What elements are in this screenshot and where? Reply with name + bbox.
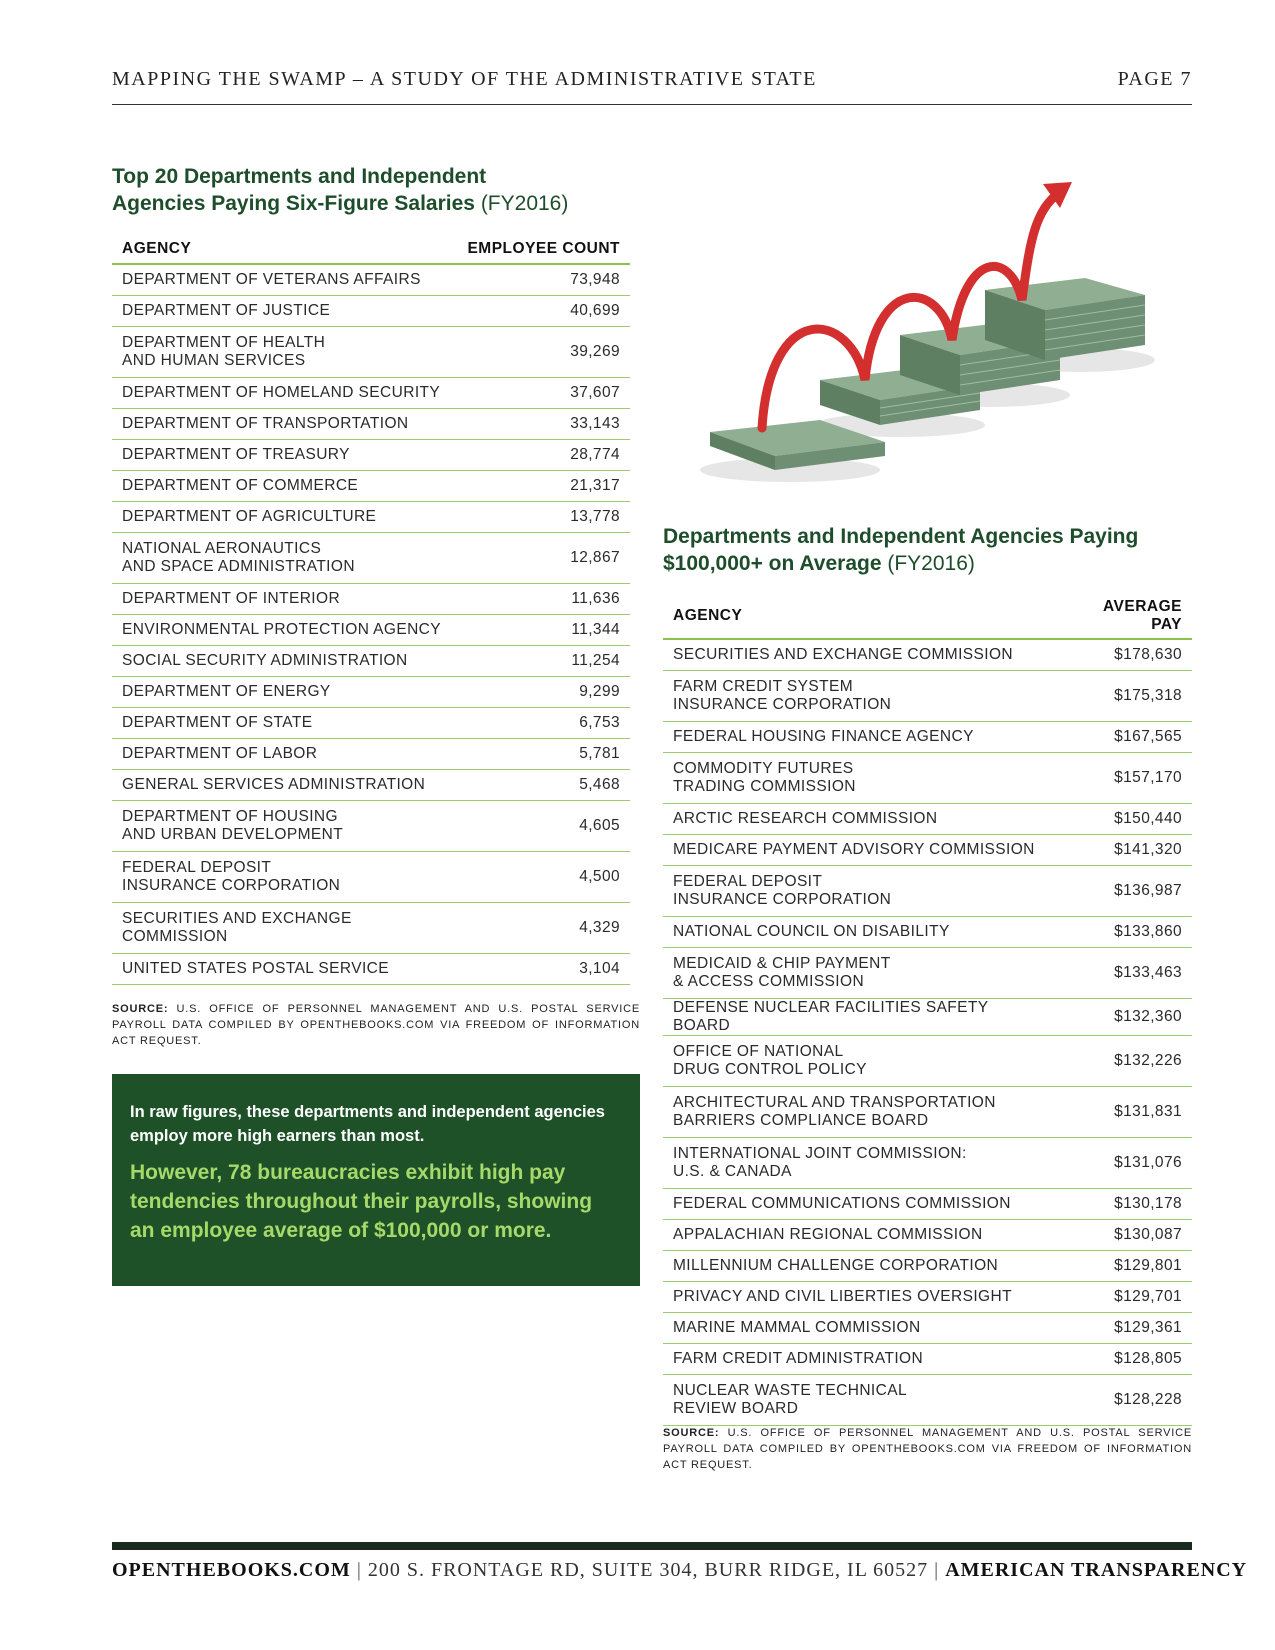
- left-source-text: U.S. OFFICE OF PERSONNEL MANAGEMENT AND U.S. POSTAL SERVICE PAYROLL DATA COMPILED BY OPENTHEBOOKS.COM VIA FREEDOM OF INFORMATION ACT REQUEST.: [112, 1003, 640, 1047]
- money-stack-4: [985, 278, 1145, 360]
- table-row: [663, 753, 1192, 804]
- footer-address: 200 S. FRONTAGE RD, SUITE 304, BURR RIDGE, IL 60527: [367, 1559, 929, 1581]
- agency-name-line: FEDERAL DEPOSIT: [673, 873, 823, 890]
- left-source-note: [112, 1001, 640, 1049]
- table-row: [112, 646, 630, 677]
- agency-cell: [663, 671, 1058, 722]
- employee-count-table: [112, 233, 630, 985]
- agency-cell: [112, 502, 455, 533]
- average-pay-cell: $130,087: [1058, 1220, 1192, 1251]
- table-row: [112, 471, 630, 502]
- agency-cell: [112, 584, 455, 615]
- agency-name-line: FARM CREDIT SYSTEM: [673, 678, 854, 695]
- right-title-bold: Departments and Independent Agencies Paying $100,000+ on Average: [663, 525, 1139, 575]
- table-row: [112, 852, 630, 903]
- agency-name-line: DEFENSE NUCLEAR FACILITIES SAFETY BOARD: [673, 999, 989, 1034]
- agency-cell: [112, 471, 455, 502]
- employee-count-cell: 11,636: [455, 584, 630, 615]
- agency-name-line: DEPARTMENT OF HEALTH: [122, 334, 326, 351]
- agency-cell: [663, 1313, 1058, 1344]
- average-pay-cell: $128,228: [1058, 1375, 1192, 1426]
- average-pay-cell: $130,178: [1058, 1189, 1192, 1220]
- money-stacks-rising-arrow-icon: [700, 180, 1170, 500]
- agency-cell: [663, 1087, 1058, 1138]
- agency-name-line: GENERAL SERVICES ADMINISTRATION: [122, 776, 426, 793]
- col-employee-count-header: EMPLOYEE COUNT: [455, 233, 630, 264]
- table-row: [663, 866, 1192, 917]
- agency-name-line: ARCHITECTURAL AND TRANSPORTATION: [673, 1094, 996, 1111]
- agency-name-line: SECURITIES AND EXCHANGE COMMISSION: [673, 646, 1014, 663]
- agency-name-line: SOCIAL SECURITY ADMINISTRATION: [122, 652, 408, 669]
- agency-name-line: DEPARTMENT OF JUSTICE: [122, 302, 331, 319]
- agency-name-line: UNITED STATES POSTAL SERVICE: [122, 960, 390, 977]
- agency-name-line: APPALACHIAN REGIONAL COMMISSION: [673, 1226, 983, 1243]
- agency-cell: [112, 801, 455, 852]
- employee-count-cell: 73,948: [455, 264, 630, 296]
- agency-name-line: DEPARTMENT OF ENERGY: [122, 683, 331, 700]
- right-source-text: U.S. OFFICE OF PERSONNEL MANAGEMENT AND U.S. POSTAL SERVICE PAYROLL DATA COMPILED BY OPENTHEBOOKS.COM VIA FREEDOM OF INFORMATION ACT REQUEST.: [663, 1427, 1192, 1471]
- agency-name-line: COMMODITY FUTURES: [673, 760, 854, 777]
- table-row: [112, 708, 630, 739]
- agency-cell: [112, 708, 455, 739]
- table-row: [663, 804, 1192, 835]
- agency-name-line: ARCTIC RESEARCH COMMISSION: [673, 810, 938, 827]
- left-title-bold: Top 20 Departments and Independent Agencies Paying Six-Figure Salaries: [112, 165, 487, 215]
- employee-count-cell: 21,317: [455, 471, 630, 502]
- agency-name-line: INSURANCE CORPORATION: [122, 877, 341, 894]
- agency-name-line: FEDERAL COMMUNICATIONS COMMISSION: [673, 1195, 1011, 1212]
- agency-cell: [112, 409, 455, 440]
- page-header: [112, 64, 1192, 105]
- employee-count-cell: 39,269: [455, 327, 630, 378]
- table-row: [112, 296, 630, 327]
- callout-emphasis: However, 78 bureaucracies exhibit high pay tendencies throughout their payrolls, showing an employee average of $100,000 or more.: [130, 1161, 593, 1242]
- footer-divider: [112, 1542, 1192, 1550]
- agency-name-line: DRUG CONTROL POLICY: [673, 1061, 867, 1078]
- agency-cell: [663, 999, 1058, 1036]
- agency-name-line: MILLENNIUM CHALLENGE CORPORATION: [673, 1257, 999, 1274]
- employee-count-cell: 5,781: [455, 739, 630, 770]
- agency-cell: [663, 753, 1058, 804]
- table-row: [663, 671, 1192, 722]
- table-row: [112, 533, 630, 584]
- agency-name-line: INTERNATIONAL JOINT COMMISSION:: [673, 1145, 967, 1162]
- employee-count-cell: 37,607: [455, 378, 630, 409]
- agency-cell: [663, 1189, 1058, 1220]
- average-pay-cell: $132,226: [1058, 1036, 1192, 1087]
- agency-name-line: REVIEW BOARD: [673, 1400, 799, 1417]
- average-pay-cell: $129,361: [1058, 1313, 1192, 1344]
- table-row: [112, 615, 630, 646]
- agency-cell: [112, 852, 455, 903]
- average-pay-cell: $131,831: [1058, 1087, 1192, 1138]
- agency-name-line: AND SPACE ADMINISTRATION: [122, 558, 355, 575]
- agency-cell: [112, 646, 455, 677]
- right-source-note: [663, 1425, 1192, 1473]
- agency-cell: [663, 917, 1058, 948]
- agency-name-line: MEDICARE PAYMENT ADVISORY COMMISSION: [673, 841, 1035, 858]
- employee-count-cell: 6,753: [455, 708, 630, 739]
- col-agency-header: AGENCY: [112, 233, 455, 264]
- average-pay-cell: $178,630: [1058, 639, 1192, 671]
- table-row: [663, 917, 1192, 948]
- agency-name-line: DEPARTMENT OF VETERANS AFFAIRS: [122, 271, 421, 288]
- agency-name-line: DEPARTMENT OF STATE: [122, 714, 313, 731]
- employee-count-cell: 12,867: [455, 533, 630, 584]
- table-row: [112, 801, 630, 852]
- agency-name-line: DEPARTMENT OF HOMELAND SECURITY: [122, 384, 441, 401]
- agency-cell: [112, 378, 455, 409]
- average-pay-cell: $131,076: [1058, 1138, 1192, 1189]
- table-row: [112, 440, 630, 471]
- agency-cell: [112, 533, 455, 584]
- agency-cell: [663, 804, 1058, 835]
- agency-name-line: FEDERAL DEPOSIT: [122, 859, 272, 876]
- employee-count-cell: 13,778: [455, 502, 630, 533]
- average-pay-cell: $129,701: [1058, 1282, 1192, 1313]
- agency-name-line: NATIONAL AERONAUTICS: [122, 540, 322, 557]
- employee-count-cell: 11,254: [455, 646, 630, 677]
- agency-cell: [663, 1251, 1058, 1282]
- agency-cell: [112, 327, 455, 378]
- employee-count-cell: 5,468: [455, 770, 630, 801]
- average-pay-cell: $128,805: [1058, 1344, 1192, 1375]
- callout-lead: In raw figures, these departments and independent agencies employ more high earners than most.: [130, 1103, 605, 1145]
- right-title-suffix: (FY2016): [881, 552, 975, 575]
- agency-name-line: MEDICAID & CHIP PAYMENT: [673, 955, 891, 972]
- footer-site: OPENTHEBOOKS.COM: [112, 1559, 351, 1581]
- agency-cell: [663, 948, 1058, 999]
- table-row: [663, 1189, 1192, 1220]
- employee-count-cell: 40,699: [455, 296, 630, 327]
- table-row: [663, 639, 1192, 671]
- employee-count-cell: 4,500: [455, 852, 630, 903]
- table-row: [663, 722, 1192, 753]
- agency-cell: [112, 739, 455, 770]
- agency-cell: [112, 440, 455, 471]
- agency-cell: [112, 264, 455, 296]
- agency-name-line: BARRIERS COMPLIANCE BOARD: [673, 1112, 929, 1129]
- left-source-label: SOURCE:: [112, 1003, 169, 1015]
- table-row: [112, 327, 630, 378]
- average-pay-cell: $150,440: [1058, 804, 1192, 835]
- employee-count-cell: 11,344: [455, 615, 630, 646]
- agency-cell: [663, 835, 1058, 866]
- agency-cell: [112, 296, 455, 327]
- table-row: [112, 954, 630, 985]
- agency-cell: [663, 1282, 1058, 1313]
- table-row: [663, 1220, 1192, 1251]
- agency-name-line: DEPARTMENT OF COMMERCE: [122, 477, 359, 494]
- page-footer: [112, 1559, 1248, 1589]
- agency-cell: [663, 1375, 1058, 1426]
- footer-separator: |: [928, 1559, 946, 1581]
- average-pay-cell: $141,320: [1058, 835, 1192, 866]
- footer-org: AMERICAN TRANSPARENCY: [945, 1559, 1248, 1581]
- table-row: [112, 378, 630, 409]
- average-pay-cell: $157,170: [1058, 753, 1192, 804]
- employee-count-cell: 4,605: [455, 801, 630, 852]
- agency-name-line: & ACCESS COMMISSION: [673, 973, 865, 990]
- average-pay-cell: $133,860: [1058, 917, 1192, 948]
- agency-name-line: NUCLEAR WASTE TECHNICAL: [673, 1382, 907, 1399]
- agency-cell: [663, 1036, 1058, 1087]
- table-row: [112, 584, 630, 615]
- employee-count-cell: 3,104: [455, 954, 630, 985]
- table-row: [663, 1313, 1192, 1344]
- table-row: [663, 948, 1192, 999]
- table-row: [663, 1344, 1192, 1375]
- agency-name-line: FARM CREDIT ADMINISTRATION: [673, 1350, 924, 1367]
- employee-count-cell: 4,329: [455, 903, 630, 954]
- table-row: [663, 999, 1192, 1036]
- agency-name-line: INSURANCE CORPORATION: [673, 696, 892, 713]
- left-section-title: [112, 163, 582, 217]
- agency-cell: [663, 1344, 1058, 1375]
- table-row: [663, 1375, 1192, 1426]
- agency-name-line: DEPARTMENT OF HOUSING: [122, 808, 338, 825]
- agency-name-line: NATIONAL COUNCIL ON DISABILITY: [673, 923, 950, 940]
- table-row: [663, 835, 1192, 866]
- footer-separator: |: [350, 1559, 368, 1581]
- table-row: [663, 1282, 1192, 1313]
- table-row: [112, 739, 630, 770]
- agency-name-line: DEPARTMENT OF INTERIOR: [122, 590, 341, 607]
- agency-cell: [112, 677, 455, 708]
- page-number: PAGE 7: [1117, 68, 1192, 90]
- agency-name-line: TRADING COMMISSION: [673, 778, 856, 795]
- agency-name-line: DEPARTMENT OF TRANSPORTATION: [122, 415, 409, 432]
- agency-cell: [663, 639, 1058, 671]
- agency-cell: [112, 615, 455, 646]
- table-row: [112, 677, 630, 708]
- agency-name-line: OFFICE OF NATIONAL: [673, 1043, 844, 1060]
- table-row: [663, 1251, 1192, 1282]
- agency-name-line: MARINE MAMMAL COMMISSION: [673, 1319, 921, 1336]
- callout-box: [112, 1074, 640, 1286]
- agency-cell: [663, 1138, 1058, 1189]
- average-pay-cell: $136,987: [1058, 866, 1192, 917]
- agency-name-line: AND URBAN DEVELOPMENT: [122, 826, 344, 843]
- employee-count-cell: 9,299: [455, 677, 630, 708]
- average-pay-cell: $175,318: [1058, 671, 1192, 722]
- agency-name-line: COMMISSION: [122, 928, 228, 945]
- employee-count-cell: 28,774: [455, 440, 630, 471]
- employee-count-cell: 33,143: [455, 409, 630, 440]
- right-section-title: [663, 523, 1183, 577]
- agency-cell: [112, 770, 455, 801]
- table-row: [663, 1087, 1192, 1138]
- average-pay-cell: $133,463: [1058, 948, 1192, 999]
- table-row: [663, 1036, 1192, 1087]
- header-title: MAPPING THE SWAMP – A STUDY OF THE ADMINISTRATIVE STATE: [112, 68, 817, 90]
- agency-name-line: DEPARTMENT OF TREASURY: [122, 446, 350, 463]
- col-agency-header: AGENCY: [663, 592, 1058, 639]
- right-source-label: SOURCE:: [663, 1427, 720, 1439]
- agency-name-line: PRIVACY AND CIVIL LIBERTIES OVERSIGHT: [673, 1288, 1012, 1305]
- agency-cell: [663, 866, 1058, 917]
- agency-name-line: SECURITIES AND EXCHANGE: [122, 910, 352, 927]
- average-pay-table: [663, 592, 1192, 1426]
- agency-cell: [663, 1220, 1058, 1251]
- agency-name-line: FEDERAL HOUSING FINANCE AGENCY: [673, 728, 974, 745]
- agency-name-line: AND HUMAN SERVICES: [122, 352, 306, 369]
- table-row: [663, 1138, 1192, 1189]
- agency-name-line: DEPARTMENT OF LABOR: [122, 745, 318, 762]
- average-pay-cell: $129,801: [1058, 1251, 1192, 1282]
- average-pay-cell: $132,360: [1058, 999, 1192, 1036]
- agency-name-line: INSURANCE CORPORATION: [673, 891, 892, 908]
- table-row: [112, 409, 630, 440]
- table-row: [112, 770, 630, 801]
- table-row: [112, 903, 630, 954]
- average-pay-cell: $167,565: [1058, 722, 1192, 753]
- agency-name-line: ENVIRONMENTAL PROTECTION AGENCY: [122, 621, 441, 638]
- agency-cell: [112, 954, 455, 985]
- agency-cell: [112, 903, 455, 954]
- left-title-suffix: (FY2016): [474, 192, 569, 215]
- agency-name-line: DEPARTMENT OF AGRICULTURE: [122, 508, 377, 525]
- table-row: [112, 264, 630, 296]
- agency-name-line: U.S. & CANADA: [673, 1163, 792, 1180]
- table-row: [112, 502, 630, 533]
- agency-cell: [663, 722, 1058, 753]
- col-average-pay-header: AVERAGE PAY: [1058, 592, 1192, 639]
